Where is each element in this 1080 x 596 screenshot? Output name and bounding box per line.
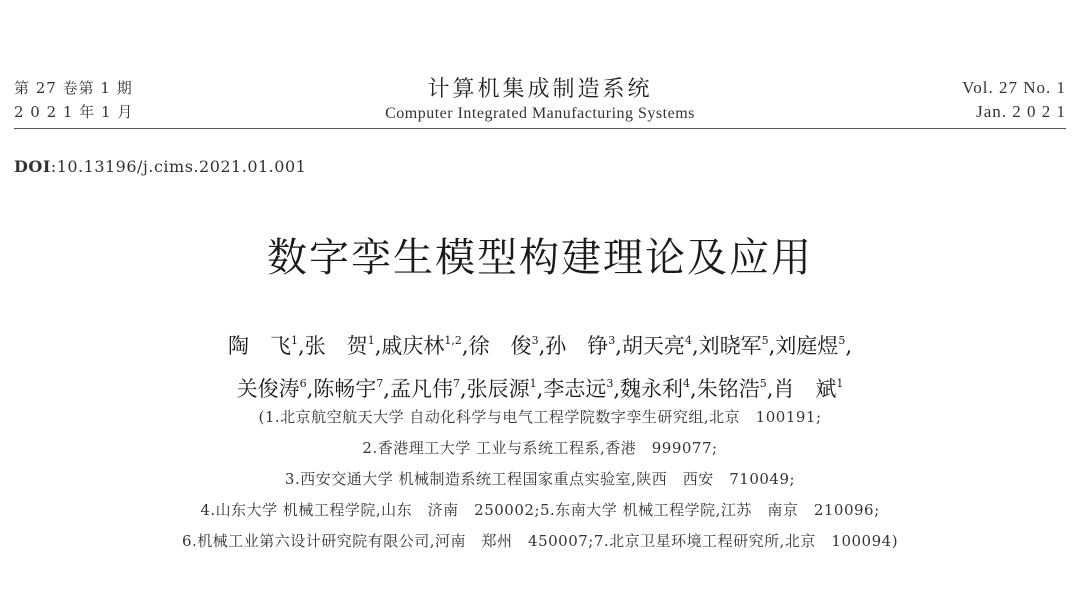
author-separator: , xyxy=(615,334,622,358)
author-separator: , xyxy=(613,377,621,401)
author-separator: , xyxy=(306,377,314,401)
author-affiliation-mark: 3 xyxy=(608,334,616,347)
author-separator: , xyxy=(383,377,390,401)
date-cn: 2 0 2 1 年 1 月 xyxy=(14,103,134,121)
author-affiliation-mark: 7 xyxy=(452,377,460,390)
author-separator: , xyxy=(374,334,382,358)
paper-title: 数字孪生模型构建理论及应用 xyxy=(267,235,813,281)
author-separator: , xyxy=(766,377,774,401)
author-affiliation-mark: 1 xyxy=(529,377,537,390)
doi-value: :10.13196/j.cims.2021.01.001 xyxy=(50,157,307,176)
author-separator: , xyxy=(690,377,697,401)
author-name: 陈畅宇 xyxy=(313,377,377,401)
author-line-1 xyxy=(0,322,1080,365)
author-name: 关俊涛 xyxy=(236,377,300,401)
affiliation-list xyxy=(0,402,1080,557)
author-name: 孟凡伟 xyxy=(389,377,453,401)
header-divider xyxy=(14,128,1066,129)
author-separator: , xyxy=(459,377,467,401)
affiliation-line: 4.山东大学 机械工程学院,山东 济南 250002;5.东南大学 机械工程学院,江苏 南京 210096; xyxy=(200,501,880,519)
author-affiliation-mark: 4 xyxy=(683,377,691,390)
author-separator: , xyxy=(536,377,544,401)
author-separator: , xyxy=(298,334,305,358)
journal-header xyxy=(0,0,1080,130)
journal-name-cn: 计算机集成制造系统 xyxy=(427,77,653,102)
author-separator: , xyxy=(768,334,776,358)
volume-issue-cn: 第 27 卷第 1 期 xyxy=(14,79,133,97)
author-name: 戚庆林 xyxy=(381,334,445,358)
affiliation-line: (1.北京航空航天大学 自动化科学与电气工程学院数字孪生研究组,北京 100191; xyxy=(258,408,822,426)
author-affiliation-mark: 4 xyxy=(684,334,692,347)
author-name: 陶 飞 xyxy=(228,334,291,358)
author-affiliation-mark: 5 xyxy=(759,377,767,390)
author-name: 李志远 xyxy=(543,377,607,401)
volume-issue-en: Vol. 27 No. 1 xyxy=(962,78,1066,97)
journal-name-en: Computer Integrated Manufacturing Systems xyxy=(385,105,695,122)
author-list xyxy=(0,322,1080,408)
header-center xyxy=(0,72,1080,123)
author-affiliation-mark: 7 xyxy=(376,377,384,390)
author-name: 张辰源 xyxy=(466,377,530,401)
author-name: 孙 铮 xyxy=(545,334,609,358)
author-separator: , xyxy=(691,334,699,358)
author-name: 胡天亮 xyxy=(621,334,685,358)
author-affiliation-mark: 6 xyxy=(299,377,307,390)
author-name: 刘庭煜 xyxy=(775,334,839,358)
author-affiliation-mark: 1 xyxy=(367,334,375,347)
author-affiliation-mark: 1 xyxy=(291,334,298,347)
author-name: 刘晓军 xyxy=(698,334,762,358)
author-separator: , xyxy=(461,334,469,358)
author-affiliation-mark: 5 xyxy=(838,334,846,347)
affiliation-line: 2.香港理工大学 工业与系统工程系,香港 999077; xyxy=(362,439,718,457)
doi-label: DOI xyxy=(14,157,51,176)
affiliation-line: 6.机械工业第六设计研究院有限公司,河南 郑州 450007;7.北京卫星环境工程研究所,北京 100094) xyxy=(181,532,899,550)
author-separator: , xyxy=(845,334,852,358)
author-affiliation-mark: 1 xyxy=(836,377,844,390)
author-name: 徐 俊 xyxy=(468,334,532,358)
header-right xyxy=(962,76,1066,124)
doi-line xyxy=(14,157,306,176)
author-affiliation-mark: 5 xyxy=(761,334,769,347)
author-name: 魏永利 xyxy=(620,377,684,401)
author-affiliation-mark: 1,2 xyxy=(444,334,462,347)
author-affiliation-mark: 3 xyxy=(531,334,539,347)
author-affiliation-mark: 3 xyxy=(606,377,614,390)
date-en: Jan. 2 0 2 1 xyxy=(976,102,1066,121)
author-name: 肖 斌 xyxy=(773,377,837,401)
author-separator: , xyxy=(538,334,546,358)
affiliation-line: 3.西安交通大学 机械制造系统工程国家重点实验室,陕西 西安 710049; xyxy=(284,470,796,488)
author-name: 朱铭浩 xyxy=(696,377,760,401)
author-name: 张 贺 xyxy=(304,334,368,358)
